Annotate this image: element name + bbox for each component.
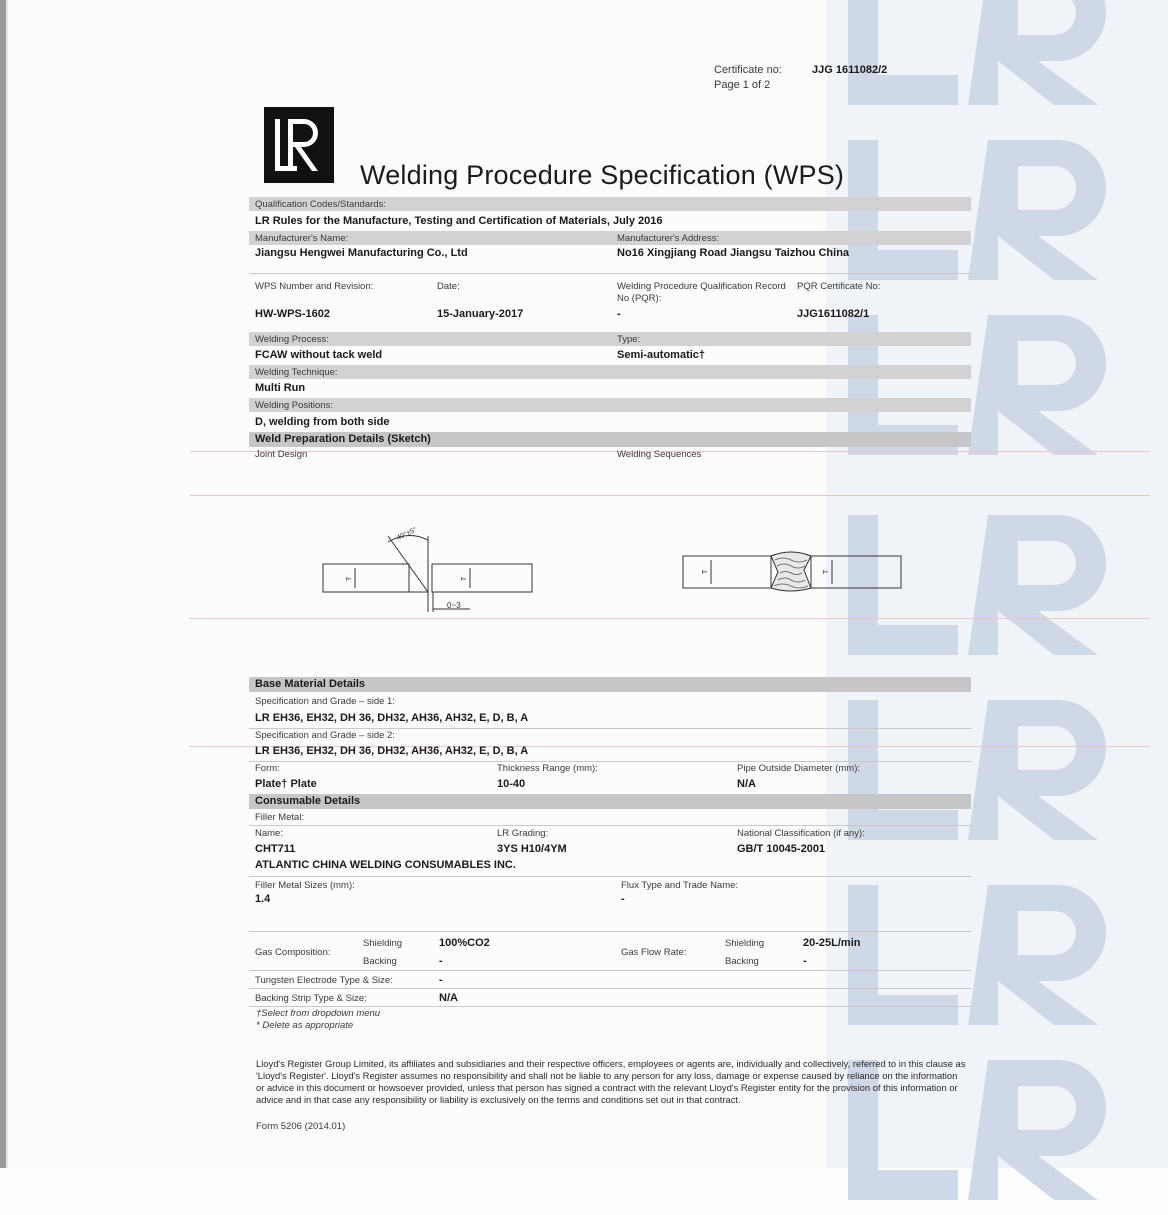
divider xyxy=(249,970,971,971)
welding-sequence-sketch xyxy=(680,548,905,593)
divider xyxy=(249,1006,971,1007)
consumable-header xyxy=(249,794,971,809)
welding-sequences-label: Welding Sequences xyxy=(617,449,702,460)
pipe-diameter-label: Pipe Outside Diameter (mm): xyxy=(737,763,861,774)
divider xyxy=(249,825,971,826)
filler-name-label: Name: xyxy=(255,828,283,839)
manufacturer-label-bar xyxy=(249,231,971,245)
welding-technique-label: Welding Technique: xyxy=(255,367,338,378)
qualification-value: LR Rules for the Manufacture, Testing and Certification of Materials, July 2016 xyxy=(255,215,663,227)
wps-number: HW-WPS-1602 xyxy=(255,308,330,320)
welding-process-label: Welding Process: xyxy=(255,334,329,345)
filler-name: CHT711 xyxy=(255,843,296,855)
positions-label-bar xyxy=(249,398,971,412)
gas-flow-label: Gas Flow Rate: xyxy=(621,947,687,958)
flux-label: Flux Type and Trade Name: xyxy=(621,880,739,891)
filler-size: 1.4 xyxy=(255,893,271,905)
flow-shielding-value: 20-25L/min xyxy=(803,937,861,949)
pipe-diameter: N/A xyxy=(737,778,756,790)
welding-process: FCAW without tack weld xyxy=(255,349,383,361)
divider xyxy=(249,273,971,274)
sketch-section-header xyxy=(249,432,971,447)
legal-disclaimer: Lloyd's Register Group Limited, its affiliates and subsidiaries and their respective officers, employees or agents are, individually and collectively, referred to in this clause as 'Lloyd's Register'. Lloyd's Register assumes no responsibility and shall not be liable to any person for any loss, damage or expense caused by reliance on the information or advice in this document or howsoever provided, unless that person has signed a contract with the relevant Lloyd's Register entity for the provision of this information or advice and in that case any responsibility or liability is exclusively on the terms and conditions set out in that contract. xyxy=(256,1058,966,1105)
flux-value: - xyxy=(621,893,625,905)
divider xyxy=(249,876,971,877)
filler-size-label: Filler Metal Sizes (mm): xyxy=(255,880,355,891)
bevel-angle-text: 40°±5° xyxy=(395,526,418,542)
base-material-header xyxy=(249,677,971,692)
welding-positions: D, welding from both side xyxy=(255,416,390,428)
date-label: Date: xyxy=(437,281,460,292)
certificate-label: Certificate no: xyxy=(714,64,782,76)
lr-watermark-logo xyxy=(838,875,1158,1035)
joint-design-label: Joint Design xyxy=(255,449,308,460)
sketch-section-title: Weld Preparation Details (Sketch) xyxy=(255,433,431,445)
thickness-range-label: Thickness Range (mm): xyxy=(497,763,598,774)
thickness-range: 10-40 xyxy=(497,778,526,790)
gas-shielding-value: 100%CO2 xyxy=(439,937,490,949)
pqr-label-1: Welding Procedure Qualification Record xyxy=(617,281,786,292)
certificate-number: JJG 1611082/2 xyxy=(812,64,888,76)
note-dropdown: †Select from dropdown menu xyxy=(256,1008,381,1019)
wps-number-label: WPS Number and Revision: xyxy=(255,281,374,292)
pqr-certificate-number: JJG1611082/1 xyxy=(797,308,870,320)
base-material-title: Base Material Details xyxy=(255,678,366,690)
tungsten-label: Tungsten Electrode Type & Size: xyxy=(255,975,393,986)
pqr-certificate-label: PQR Certificate No: xyxy=(797,281,881,292)
type-label: Type: xyxy=(617,334,641,345)
flow-shielding-label: Shielding xyxy=(725,938,765,949)
divider xyxy=(249,728,971,729)
flow-backing-label: Backing xyxy=(725,956,759,967)
filler-metal-label: Filler Metal: xyxy=(255,812,305,823)
thickness-t-text: T xyxy=(702,569,709,574)
process-label-bar xyxy=(249,332,971,346)
page-indicator: Page 1 of 2 xyxy=(714,79,771,91)
thickness-t-text: T xyxy=(461,576,468,581)
tungsten-value: - xyxy=(439,974,443,986)
qualification-label: Qualification Codes/Standards: xyxy=(255,199,386,210)
welding-positions-label: Welding Positions: xyxy=(255,400,333,411)
side1-label: Specification and Grade – side 1: xyxy=(255,696,395,707)
side1-value: LR EH36, EH32, DH 36, DH32, AH36, AH32, E, D, B, A xyxy=(255,712,529,724)
technique-label-bar xyxy=(249,365,971,379)
national-classification-label: National Classification (if any): xyxy=(737,828,865,839)
gas-backing-value: - xyxy=(439,955,443,967)
gas-shielding-label: Shielding xyxy=(363,938,403,949)
lr-grading-label: LR Grading: xyxy=(497,828,549,839)
national-classification: GB/T 10045-2001 xyxy=(737,843,826,855)
thickness-t-text: T xyxy=(823,569,830,574)
scan-line xyxy=(190,495,1150,496)
form-number: Form 5206 (2014.01) xyxy=(256,1121,346,1132)
gas-backing-label: Backing xyxy=(363,956,397,967)
lr-watermark-logo xyxy=(838,690,1158,850)
manufacturer-name-label: Manufacturer's Name: xyxy=(255,233,349,244)
gas-composition-label: Gas Composition: xyxy=(255,947,331,958)
pqr-number: - xyxy=(617,308,621,320)
root-gap-text: 0~3 xyxy=(447,601,461,610)
divider xyxy=(249,761,971,762)
thickness-t-text: T xyxy=(346,576,353,581)
backing-strip-value: N/A xyxy=(439,992,458,1004)
lr-watermark-logo xyxy=(838,0,1158,115)
manufacturer-address: No16 Xingjiang Road Jiangsu Taizhou China xyxy=(617,247,850,259)
flow-backing-value: - xyxy=(803,955,807,967)
welding-type: Semi-automatic† xyxy=(617,349,706,361)
side2-value: LR EH36, EH32, DH 36, DH32, AH36, AH32, E, D, B, A xyxy=(255,745,529,757)
lr-grading: 3YS H10/4YM xyxy=(497,843,567,855)
manufacturer-name: Jiangsu Hengwei Manufacturing Co., Ltd xyxy=(255,247,468,259)
joint-design-sketch xyxy=(320,520,540,620)
side2-label: Specification and Grade – side 2: xyxy=(255,730,395,741)
welding-technique: Multi Run xyxy=(255,382,306,394)
filler-manufacturer: ATLANTIC CHINA WELDING CONSUMABLES INC. xyxy=(255,859,516,871)
divider xyxy=(249,988,971,989)
consumable-title: Consumable Details xyxy=(255,795,361,807)
page-edge-highlight xyxy=(6,0,8,1168)
note-delete: * Delete as appropriate xyxy=(256,1020,354,1031)
pqr-label-2: No (PQR): xyxy=(617,293,662,304)
form-label: Form: xyxy=(255,763,280,774)
form-value: Plate† Plate xyxy=(255,778,317,790)
backing-strip-label: Backing Strip Type & Size: xyxy=(255,993,367,1004)
wps-date: 15-January-2017 xyxy=(437,308,524,320)
document-title: Welding Procedure Specification (WPS) xyxy=(360,160,845,190)
divider xyxy=(249,931,971,932)
manufacturer-address-label: Manufacturer's Address: xyxy=(617,233,720,244)
lr-logo xyxy=(264,107,334,183)
